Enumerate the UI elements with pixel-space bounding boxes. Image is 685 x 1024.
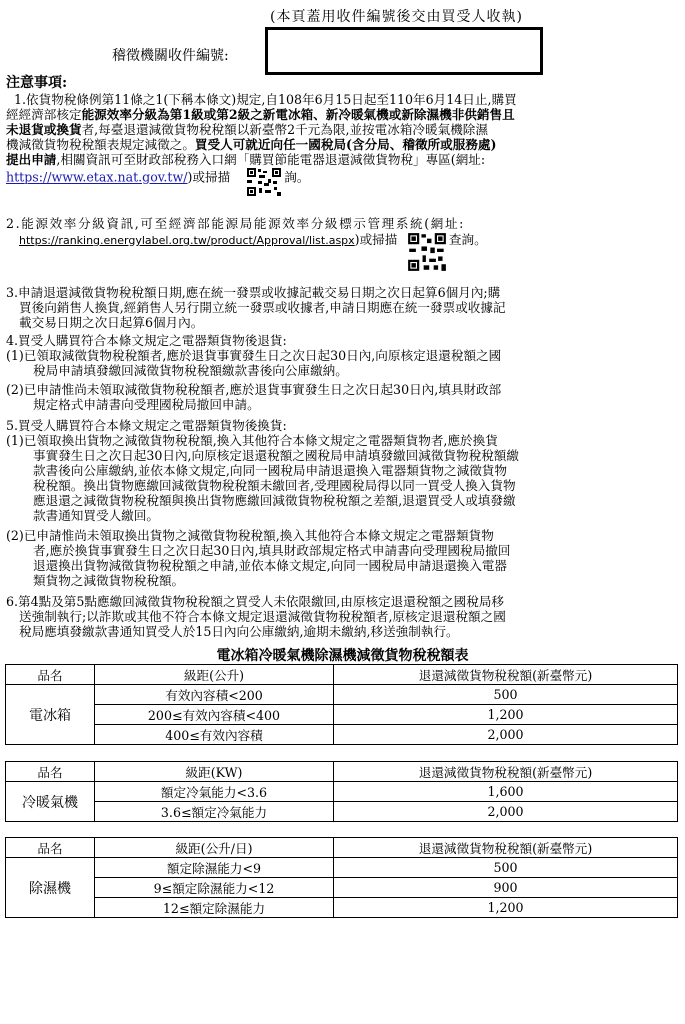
range-cell: 200≤有效內容積<400 — [95, 705, 334, 725]
text: 詢。 — [284, 169, 310, 185]
notice-item-4 — [6, 333, 678, 412]
amount-cell: 900 — [334, 878, 678, 898]
notice-item-5-line: 5.買受人購買符合本條文規定之電器類貨物後換貨: — [6, 418, 287, 433]
amount-cell: 1,600 — [334, 782, 678, 802]
emphasis: 買受人可就近向任一國稅局(含分局、稽徵所或服務處) — [194, 137, 497, 152]
notice-item-1-line — [6, 152, 678, 167]
amount-cell: 500 — [334, 858, 678, 878]
qr-code-icon — [407, 232, 447, 272]
doc-number-label: 稽徵機關收件編號: — [112, 48, 229, 64]
text: 機減徵貨物稅稅額表規定減徵之。 — [6, 137, 195, 152]
amount-cell: 500 — [334, 685, 678, 705]
notice-item-1 — [6, 92, 678, 189]
notice-item-4-line: 4.買受人購買符合本條文規定之電器類貨物後退貨: — [6, 333, 287, 348]
product-name: 除濕機 — [6, 858, 95, 918]
notice-item-6-line: 6.第4點及第5點應繳回減徵貨物稅稅額之買受人未依限繳回,由原核定退還稅額之國稅局移 — [6, 594, 505, 609]
doc-number-box — [265, 27, 543, 75]
range-cell: 400≤有效內容積 — [95, 725, 334, 745]
notice-item-6-line: 稅局應填發繳款書通知買受人於15日內向公庫繳納,逾期未繳納,移送強制執行。 — [19, 624, 459, 639]
header-amount: 退還減徵貨物稅稅額(新臺幣元) — [334, 838, 678, 858]
text: ,相關資訊可至財政部稅務入口網「購買節能電器退還減徵貨物稅」專區(網址: — [56, 152, 486, 167]
header-range: 級距(KW) — [95, 762, 334, 782]
notice-item-5-line: 者,應於換貨事實發生日之次日起30日內,填具財政部規定格式申請書向受理國稅局撤回 — [33, 543, 511, 558]
range-cell: 額定除濕能力<9 — [95, 858, 334, 878]
notice-item-5-line: 應退還之減徵貨物稅稅額與換出貨物應繳回減徵貨物稅稅額之差額,退還買受人或填發繳 — [33, 493, 516, 508]
notice-item-1-line — [6, 167, 678, 189]
range-cell: 12≤額定除濕能力 — [95, 898, 334, 918]
notice-item-1-line — [6, 107, 678, 122]
notice-item-1-line — [6, 122, 678, 137]
amount-cell: 1,200 — [334, 898, 678, 918]
header-product: 品名 — [6, 665, 95, 685]
etax-link[interactable]: https://www.etax.nat.gov.tw/ — [6, 169, 188, 185]
notice-title: 注意事項: — [6, 75, 68, 91]
notice-item-3-line: 買後向銷售人換貨,經銷售人另行開立統一發票或收據者,申請日期應在統一發票或收據記 — [19, 300, 506, 315]
notice-item-5-line: 款書後向公庫繳納,並依本條文規定,向同一國稅局申請退還換入電器類貨物之減徵貨物 — [33, 463, 507, 478]
range-cell: 9≤額定除濕能力<12 — [95, 878, 334, 898]
notice-item-6-line: 送強制執行;以詐欺或其他不符合本條文規定退還減徵貨物稅稅額者,原核定退還稅額之國 — [19, 609, 506, 624]
text: 查詢。 — [448, 232, 487, 247]
energy-label-link[interactable]: https://ranking.energylabel.org.tw/product/Approval/list.aspx — [19, 234, 355, 247]
notice-item-5-line: 稅稅額。換出貨物應繳回減徵貨物稅稅額未繳回者,受理國稅局得以同一買受人換入貨物 — [33, 478, 516, 493]
emphasis: 提出申請 — [6, 152, 57, 167]
header-range: 級距(公升/日) — [95, 838, 334, 858]
header-product: 品名 — [6, 762, 95, 782]
text: )或掃描 — [354, 232, 398, 247]
notice-item-5-line: 事實發生日之次日起30日內,向原核定退還稅額之國稅局申請填發繳回減徵貨物稅稅額繳 — [33, 448, 519, 463]
range-cell: 3.6≤額定冷氣能力 — [95, 802, 334, 822]
range-cell: 額定冷氣能力<3.6 — [95, 782, 334, 802]
notice-item-6 — [6, 594, 678, 639]
notice-item-2-line — [6, 231, 678, 250]
notice-item-5-line: (2)已申請惟尚未領取換出貨物之減徵貨物稅稅額,換入其他符合本條文規定之電器類貨物 — [6, 528, 494, 543]
emphasis: 能源效率分級為第1級或第2級之新電冰箱、新冷暖氣機或新除濕機非供銷售且 — [81, 107, 515, 122]
notice-item-5-line: 退還換出貨物減徵貨物稅稅額之申請,並依本條文規定,向同一國稅局申請退還換入電器 — [33, 558, 507, 573]
dehumidifier-tax-table — [5, 837, 678, 918]
notice-item-1-line — [6, 137, 678, 152]
product-name: 冷暖氣機 — [6, 782, 95, 822]
notice-item-2-line: 2.能源效率分級資訊,可至經濟部能源局能源效率分級標示管理系統(網址: — [6, 216, 465, 231]
product-name: 電冰箱 — [6, 685, 95, 745]
notice-item-3-line: 載交易日期之次日起算6個月內。 — [19, 315, 204, 330]
air-conditioner-tax-table — [5, 761, 678, 822]
notice-item-4-line: 稅局申請填發繳回減徵貨物稅稅額繳款書後向公庫繳納。 — [33, 363, 348, 378]
notice-item-5-line: 款書通知買受人繳回。 — [33, 508, 159, 523]
qr-code-icon — [246, 167, 282, 197]
text: 經經濟部核定 — [6, 107, 82, 122]
notice-item-3 — [6, 285, 678, 330]
notice-item-4-line: (1)已領取減徵貨物稅稅額者,應於退貨事實發生日之次日起30日內,向原核定退還稅額之國 — [6, 348, 502, 363]
amount-cell: 2,000 — [334, 802, 678, 822]
amount-cell: 1,200 — [334, 705, 678, 725]
range-cell: 有效內容積<200 — [95, 685, 334, 705]
header-product: 品名 — [6, 838, 95, 858]
emphasis: 未退貨或換貨 — [6, 122, 82, 137]
notice-item-5-line: (1)已領取換出貨物之減徵貨物稅稅額,換入其他符合本條文規定之電器類貨物者,應於換貨 — [6, 433, 498, 448]
header-range: 級距(公升) — [95, 665, 334, 685]
notice-item-4-line: 規定格式申請書向受理國稅局撤回申請。 — [33, 397, 260, 412]
notice-item-4-line: (2)已申請惟尚未領取減徵貨物稅稅額者,應於退貨事實發生日之次日起30日內,填具財政部 — [6, 382, 502, 397]
table-title: 電冰箱冷暖氣機除濕機減徵貨物稅稅額表 — [216, 648, 469, 664]
top-note: (本頁蓋用收件編號後交由買受人收執) — [270, 9, 523, 25]
text: )或掃描 — [187, 169, 231, 185]
header-amount: 退還減徵貨物稅稅額(新臺幣元) — [334, 762, 678, 782]
text: 者,每臺退還減徵貨物稅稅額以新臺幣2千元為限,並按電冰箱冷暖氣機除濕 — [81, 122, 488, 137]
amount-cell: 2,000 — [334, 725, 678, 745]
header-amount: 退還減徵貨物稅稅額(新臺幣元) — [334, 665, 678, 685]
notice-item-5 — [6, 418, 678, 588]
refrigerator-tax-table — [5, 664, 678, 745]
notice-item-2 — [6, 216, 678, 250]
notice-item-3-line: 3.申請退還減徵貨物稅稅額日期,應在統一發票或收據記載交易日期之次日起算6個月內;購 — [6, 285, 501, 300]
notice-item-1-line: 1.依貨物稅條例第11條之1(下稱本條文)規定,自108年6月15日起至110年6月14日止,購買 — [14, 92, 517, 107]
notice-item-5-line: 類貨物之減徵貨物稅稅額。 — [33, 573, 185, 588]
